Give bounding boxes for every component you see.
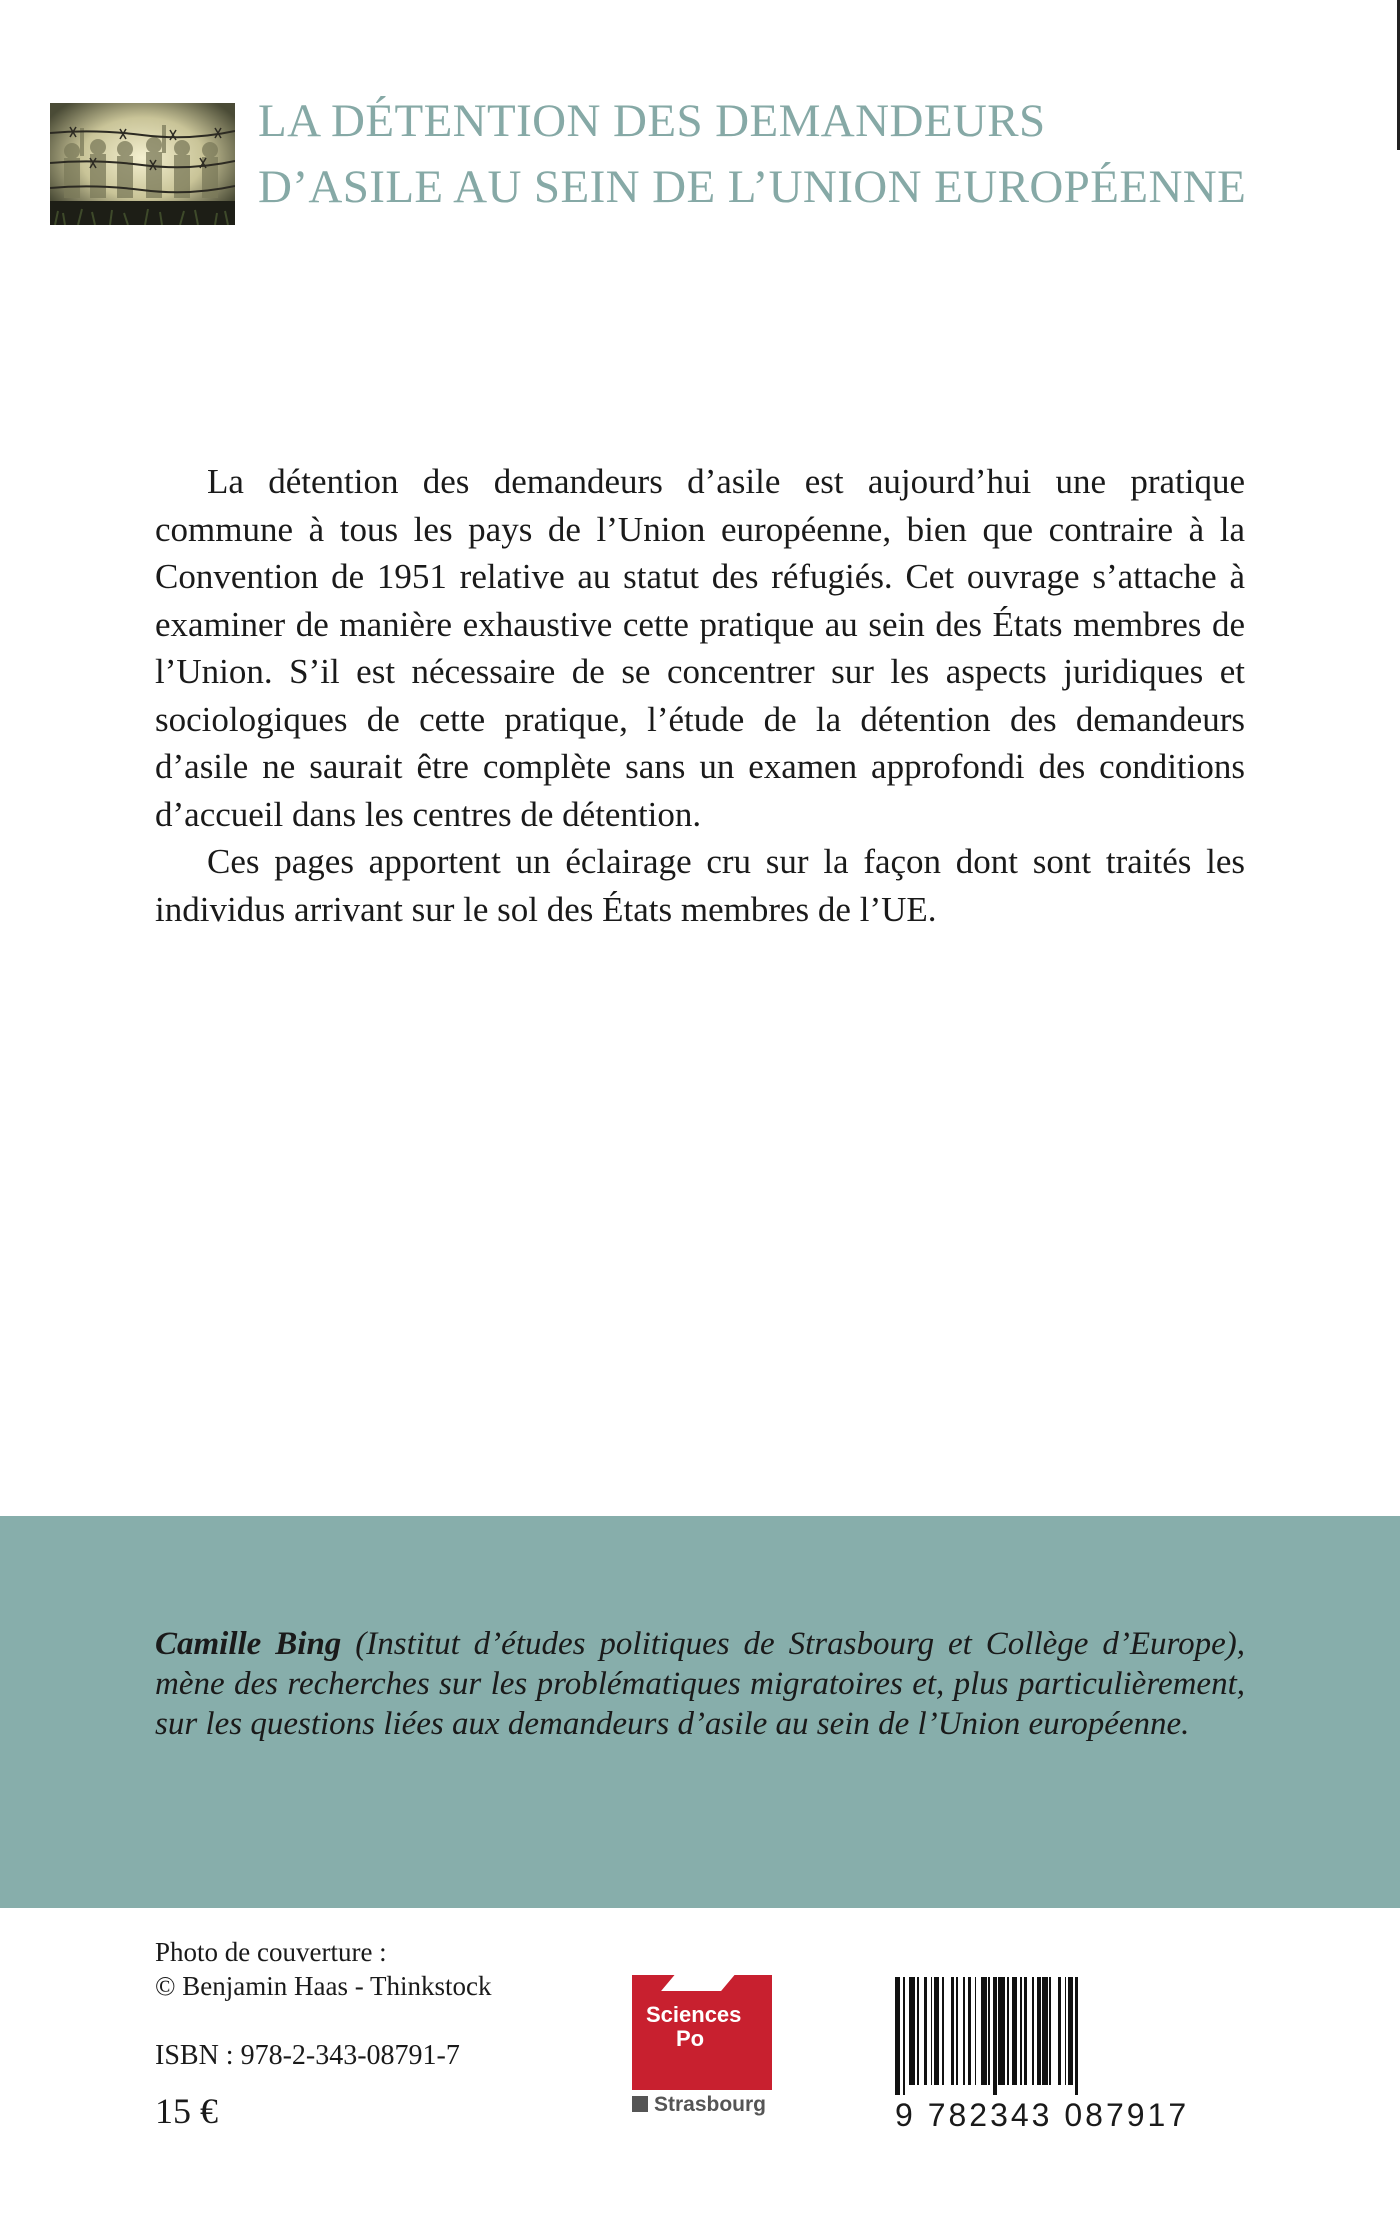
- logo-line-1: Sciences: [646, 2002, 742, 2027]
- sciences-po-logo: [632, 1975, 772, 2125]
- photo-credit-label: Photo de couverture :: [155, 1937, 387, 1967]
- price: 15 €: [155, 2091, 218, 2131]
- cover-thumbnail-photo: [50, 103, 235, 225]
- book-title-line-1: LA DÉTENTION DES DEMANDEURS: [258, 95, 1046, 147]
- barcode-bar: [1078, 1977, 1081, 2095]
- logo-notch: [661, 1965, 743, 1991]
- isbn-barcode: [895, 1977, 1235, 2137]
- barcode-bar: [1051, 1977, 1058, 2085]
- author-name: Camille Bing: [155, 1626, 342, 1662]
- book-title: [258, 88, 1378, 220]
- logo-line-2: Po: [676, 2026, 705, 2051]
- summary-paragraph-1: La détention des demandeurs d’asile est aujourd’hui une pratique commune à tous les pays de l’Union européenne, bien que contraire à la Convention de 1951 relative au statut des réfugiés. Cet ouvrage s’attache à examiner de manière exhaustive cette pratique au sein des États membres de l’Union. S’il est nécessaire de se concentrer sur les aspects juridiques et sociologiques de cette pratique, l’étude de la détention des demandeurs d’asile ne saurait être complète sans un examen approfondi des conditions d’accueil dans les centres de détention.: [155, 462, 1245, 834]
- logo-subtitle: [632, 2093, 766, 2117]
- barcode-bar: [944, 1977, 951, 2085]
- square-icon: [632, 2096, 648, 2112]
- photo-credit-author: © Benjamin Haas - Thinkstock: [155, 1971, 492, 2001]
- barcode-bars: [895, 1977, 1235, 2095]
- barcode-digits: 9 782343 087917: [895, 2097, 1190, 2133]
- barcode-bar: [909, 1977, 916, 2085]
- author-bio: [155, 1624, 1245, 1744]
- author-bio-text: (Institut d’études politiques de Strasbourg et Collège d’Europe), mène des recherches sur les problématiques migratoires et, plus particulièrement, sur les questions liées aux demandeurs d’asile au sein de l’Union européenne.: [155, 1626, 1245, 1742]
- logo-red-block: [632, 1975, 772, 2090]
- barbed-wire-crowd-image: [50, 103, 235, 225]
- isbn: ISBN : 978-2-343-08791-7: [155, 2040, 460, 2071]
- barcode-bar: [998, 1977, 1005, 2085]
- back-cover-summary: [155, 458, 1245, 933]
- book-title-line-2: D’ASILE AU SEIN DE L’UNION EUROPÉENNE: [258, 161, 1247, 213]
- logo-subtitle-text: Strasbourg: [654, 2093, 767, 2116]
- summary-paragraph-2: Ces pages apportent un éclairage cru sur la façon dont sont traités les individus arrivant sur le sol des États membres de l’UE.: [155, 842, 1245, 929]
- photo-credit: [155, 1935, 491, 2003]
